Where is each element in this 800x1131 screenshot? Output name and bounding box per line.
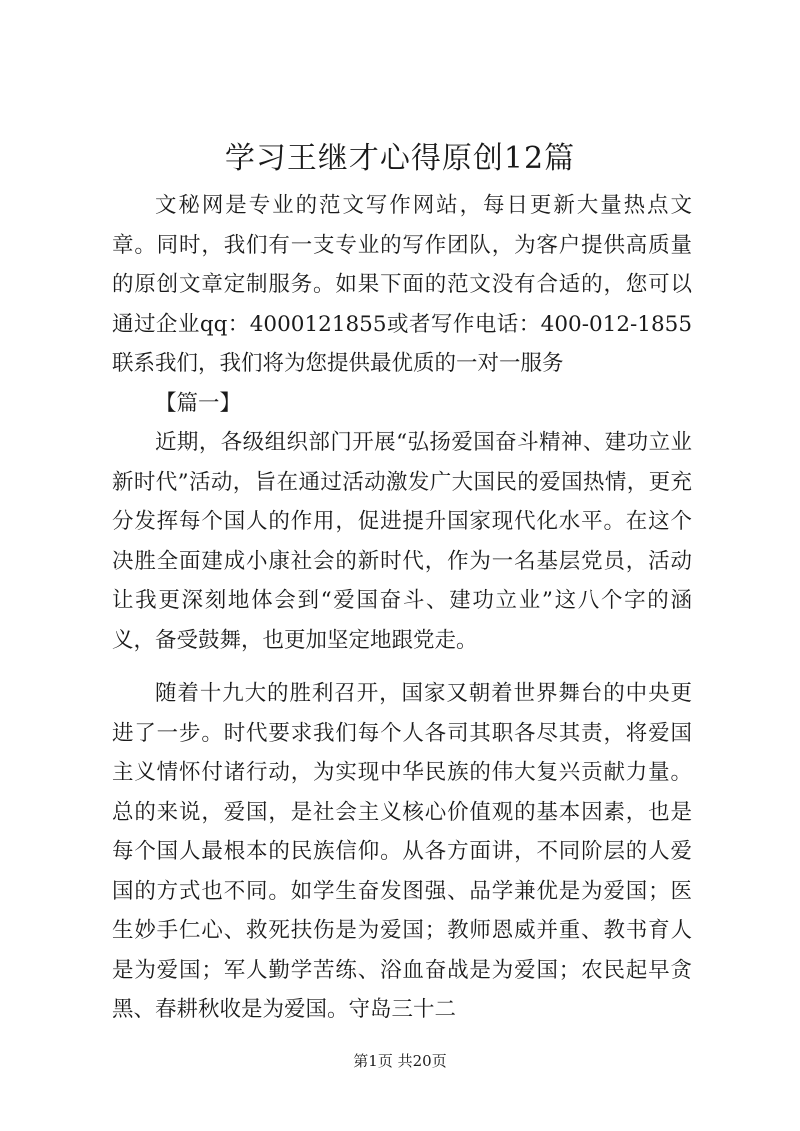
document-title: 学习王继才心得原创12篇 xyxy=(224,141,576,176)
section-heading: 【篇一】 xyxy=(155,390,242,416)
body-paragraph-2: 随着十九大的胜利召开，国家又朝着世界舞台的中央更进了一步。时代要求我们每个人各司其职各尽其责，将爱国主义情怀付诸行动，为实现中华民族的伟大复兴贡献力量。总的来说，爱国，是社会主义核心价值观的基本因素，也是每个国人最根本的民族信仰。从各方面讲，不同阶层的人爱国的方式也不同。如学生奋发图强、品学兼优是为爱国；医生妙手仁心、救死扶伤是为爱国；教师恩威并重、教书育人是为爱国；军人勤学苦练、浴血奋战是为爱国；农民起早贪黑、春耕秋收是为爱国。守岛三十二 xyxy=(112,681,692,1022)
body-paragraph-1: 近期，各级组织部门开展“弘扬爱国奋斗精神、建功立业新时代”活动，旨在通过活动激发广大国民的爱国热情，更充分发挥每个国人的作用，促进提升国家现代化水平。在这个决胜全面建成小康社会的新时代，作为一名基层党员，活动让我更深刻地体会到“爱国奋斗、建功立业”这八个字的涵义，备受鼓舞，也更加坚定地跟党走。 xyxy=(112,430,692,653)
document-body xyxy=(112,186,692,1030)
intro-paragraph: 文秘网是专业的范文写作网站，每日更新大量热点文章。同时，我们有一支专业的写作团队，为客户提供高质量的原创文章定制服务。如果下面的范文没有合适的，您可以通过企业qq：4000121855或者写作电话：400-012-1855联系我们，我们将为您提供最优质的一对一服务 xyxy=(112,193,692,376)
page-footer: 第1页 共20页 xyxy=(353,1052,447,1070)
